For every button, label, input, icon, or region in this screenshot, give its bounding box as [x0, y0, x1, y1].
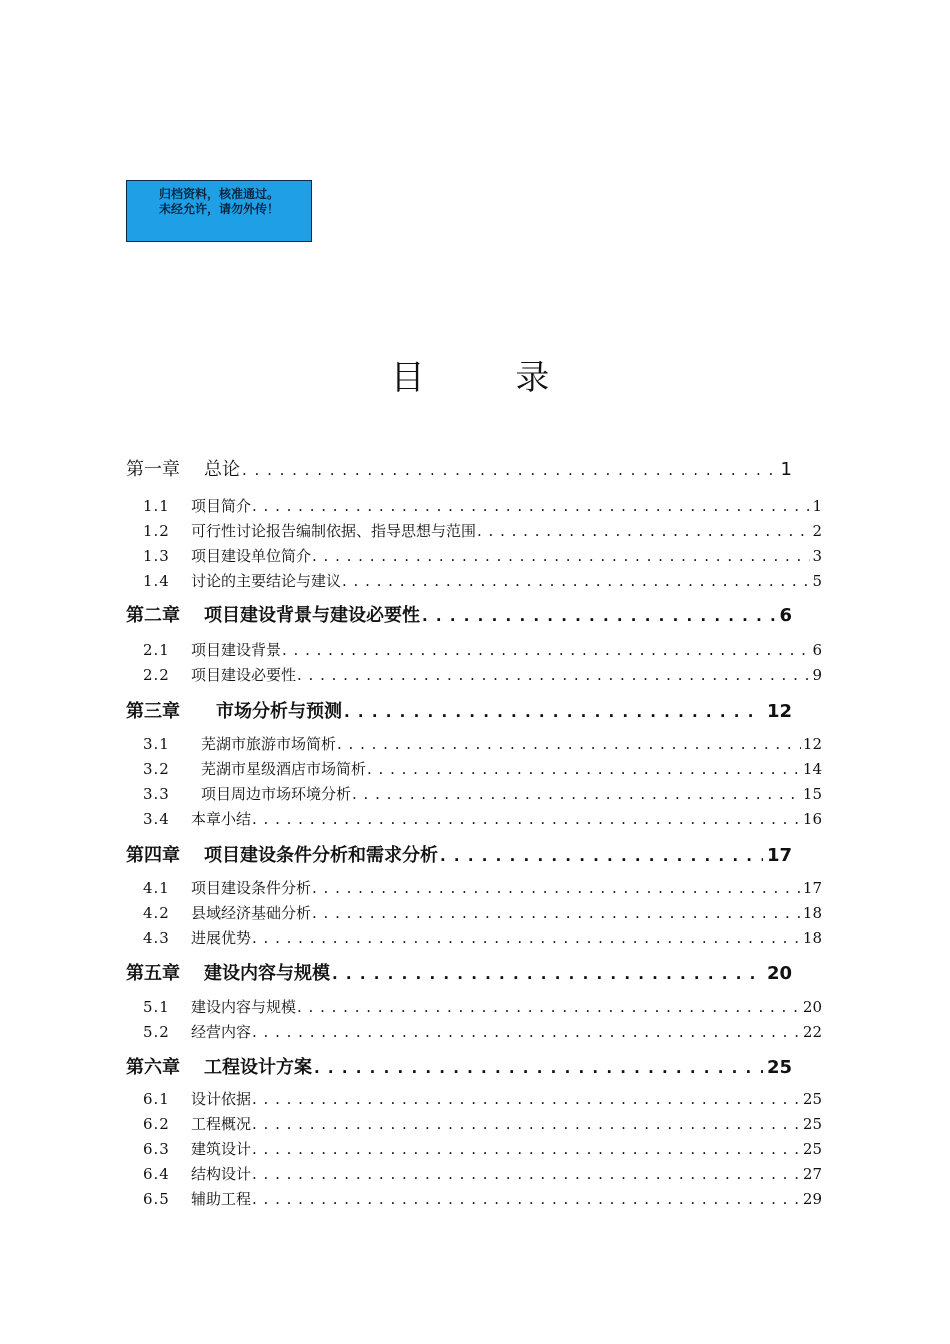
section-title: 经营内容 — [191, 1023, 252, 1041]
page-number: 1 — [780, 459, 792, 480]
chapter-number: 第三章 — [126, 701, 180, 722]
stamp-line-1: 归档资料，核准通过。 — [158, 187, 279, 201]
leader-dots — [240, 461, 777, 479]
leader-dots — [438, 847, 763, 865]
leader-dots — [311, 904, 801, 922]
section-number: 1.3 — [143, 547, 170, 565]
section-number: 1.4 — [143, 572, 170, 590]
toc-chapter-3[interactable] — [126, 697, 792, 723]
section-number: 2.2 — [143, 666, 170, 684]
section-title: 项目建设必要性 — [191, 666, 297, 684]
toc-section-3-2[interactable] — [143, 758, 822, 779]
leader-dots — [251, 810, 801, 828]
page-number: 15 — [802, 785, 822, 803]
toc-section-1-2[interactable] — [143, 520, 822, 541]
page-number: 20 — [766, 963, 792, 984]
page-number: 25 — [802, 1115, 822, 1133]
section-number: 6.1 — [143, 1090, 170, 1108]
section-title: 项目建设单位简介 — [191, 547, 312, 565]
page-number: 18 — [802, 929, 822, 947]
section-title: 芜湖市星级酒店市场简析 — [201, 760, 367, 778]
section-title: 建设内容与规模 — [191, 998, 297, 1016]
section-number: 4.2 — [143, 904, 170, 922]
leader-dots — [251, 497, 810, 515]
chapter-title: 项目建设条件分析和需求分析 — [204, 845, 438, 866]
chapter-title: 项目建设背景与建设必要性 — [204, 605, 420, 626]
toc-section-3-3[interactable] — [143, 783, 822, 804]
section-title: 芜湖市旅游市场简析 — [201, 735, 337, 753]
chapter-number: 第四章 — [126, 845, 180, 866]
leader-dots — [296, 666, 810, 684]
leader-dots — [351, 785, 801, 803]
page-number: 29 — [802, 1190, 822, 1208]
section-number: 6.5 — [143, 1190, 170, 1208]
chapter-number: 第一章 — [126, 459, 180, 480]
chapter-title: 市场分析与预测 — [216, 701, 342, 722]
section-number: 6.3 — [143, 1140, 170, 1158]
archive-stamp — [126, 180, 312, 242]
leader-dots — [251, 1165, 801, 1183]
page-number: 9 — [812, 666, 822, 684]
leader-dots — [311, 547, 810, 565]
section-title: 县域经济基础分析 — [191, 904, 312, 922]
leader-dots — [251, 1090, 801, 1108]
section-number: 6.4 — [143, 1165, 170, 1183]
page-number: 3 — [812, 547, 822, 565]
section-number: 3.1 — [143, 735, 170, 753]
page-number: 17 — [766, 845, 792, 866]
chapter-title: 工程设计方案 — [204, 1057, 312, 1078]
leader-dots — [312, 1059, 763, 1077]
toc-chapter-6[interactable] — [126, 1053, 792, 1079]
section-number: 1.2 — [143, 522, 170, 540]
leader-dots — [281, 641, 810, 659]
chapter-title: 建设内容与规模 — [204, 963, 330, 984]
section-title: 结构设计 — [191, 1165, 252, 1183]
section-title: 讨论的主要结论与建议 — [191, 572, 342, 590]
page-number: 14 — [802, 760, 822, 778]
leader-dots — [311, 879, 801, 897]
section-number: 2.1 — [143, 641, 170, 659]
toc-section-6-5[interactable] — [143, 1188, 822, 1209]
toc-section-6-4[interactable] — [143, 1163, 822, 1184]
section-title: 项目周边市场环境分析 — [201, 785, 352, 803]
page-number: 25 — [802, 1090, 822, 1108]
toc-section-6-1[interactable] — [143, 1088, 822, 1109]
page-number: 5 — [812, 572, 822, 590]
toc-section-4-1[interactable] — [143, 877, 822, 898]
section-number: 5.2 — [143, 1023, 170, 1041]
page-number: 22 — [802, 1023, 822, 1041]
page-number: 2 — [812, 522, 822, 540]
section-number: 6.2 — [143, 1115, 170, 1133]
toc-section-6-2[interactable] — [143, 1113, 822, 1134]
page-number: 6 — [812, 641, 822, 659]
page-number: 25 — [802, 1140, 822, 1158]
page-number: 6 — [779, 605, 792, 626]
section-title: 工程概况 — [191, 1115, 252, 1133]
section-number: 3.2 — [143, 760, 170, 778]
page-number: 12 — [802, 735, 822, 753]
section-number: 5.1 — [143, 998, 170, 1016]
section-title: 进展优势 — [191, 929, 252, 947]
toc-section-5-1[interactable] — [143, 996, 822, 1017]
toc-title: 目 录 — [390, 358, 590, 398]
toc-section-4-2[interactable] — [143, 902, 822, 923]
page-number: 12 — [766, 701, 792, 722]
page-number: 1 — [812, 497, 822, 515]
page-number: 25 — [766, 1057, 792, 1078]
chapter-number: 第六章 — [126, 1057, 180, 1078]
section-title: 建筑设计 — [191, 1140, 252, 1158]
page-number: 16 — [802, 810, 822, 828]
page-number: 20 — [802, 998, 822, 1016]
toc-section-3-4[interactable] — [143, 808, 822, 829]
leader-dots — [330, 965, 763, 983]
toc-chapter-4[interactable] — [126, 841, 792, 867]
leader-dots — [251, 1115, 801, 1133]
section-number: 4.1 — [143, 879, 170, 897]
chapter-title: 总论 — [204, 459, 240, 480]
toc-section-2-2[interactable] — [143, 664, 822, 685]
section-number: 3.3 — [143, 785, 170, 803]
toc-section-1-3[interactable] — [143, 545, 822, 566]
leader-dots — [336, 735, 801, 753]
toc-chapter-2[interactable] — [126, 601, 792, 627]
toc-section-6-3[interactable] — [143, 1138, 822, 1159]
leader-dots — [251, 929, 801, 947]
section-title: 本章小结 — [191, 810, 252, 828]
leader-dots — [251, 1023, 801, 1041]
toc-section-3-1[interactable] — [143, 733, 822, 754]
leader-dots — [341, 572, 810, 590]
toc-chapter-1[interactable] — [126, 455, 792, 481]
section-number: 3.4 — [143, 810, 170, 828]
page-number: 18 — [802, 904, 822, 922]
leader-dots — [420, 607, 775, 625]
toc-section-1-4[interactable] — [143, 570, 822, 591]
section-title: 辅助工程 — [191, 1190, 252, 1208]
page-number: 17 — [802, 879, 822, 897]
toc-chapter-5[interactable] — [126, 959, 792, 985]
leader-dots — [251, 1190, 801, 1208]
leader-dots — [296, 998, 801, 1016]
toc-section-5-2[interactable] — [143, 1021, 822, 1042]
leader-dots — [366, 760, 801, 778]
toc-section-1-1[interactable] — [143, 495, 822, 516]
leader-dots — [342, 703, 763, 721]
toc-section-4-3[interactable] — [143, 927, 822, 948]
leader-dots — [251, 1140, 801, 1158]
section-title: 项目简介 — [191, 497, 252, 515]
section-title: 设计依据 — [191, 1090, 252, 1108]
chapter-number: 第五章 — [126, 963, 180, 984]
toc-section-2-1[interactable] — [143, 639, 822, 660]
chapter-number: 第二章 — [126, 605, 180, 626]
section-number: 4.3 — [143, 929, 170, 947]
section-title: 项目建设条件分析 — [191, 879, 312, 897]
section-title: 项目建设背景 — [191, 641, 282, 659]
section-title: 可行性讨论报告编制依据、指导思想与范围 — [191, 522, 477, 540]
section-number: 1.1 — [143, 497, 170, 515]
leader-dots — [476, 522, 810, 540]
page-number: 27 — [802, 1165, 822, 1183]
stamp-line-2: 未经允许，请勿外传！ — [158, 202, 279, 216]
